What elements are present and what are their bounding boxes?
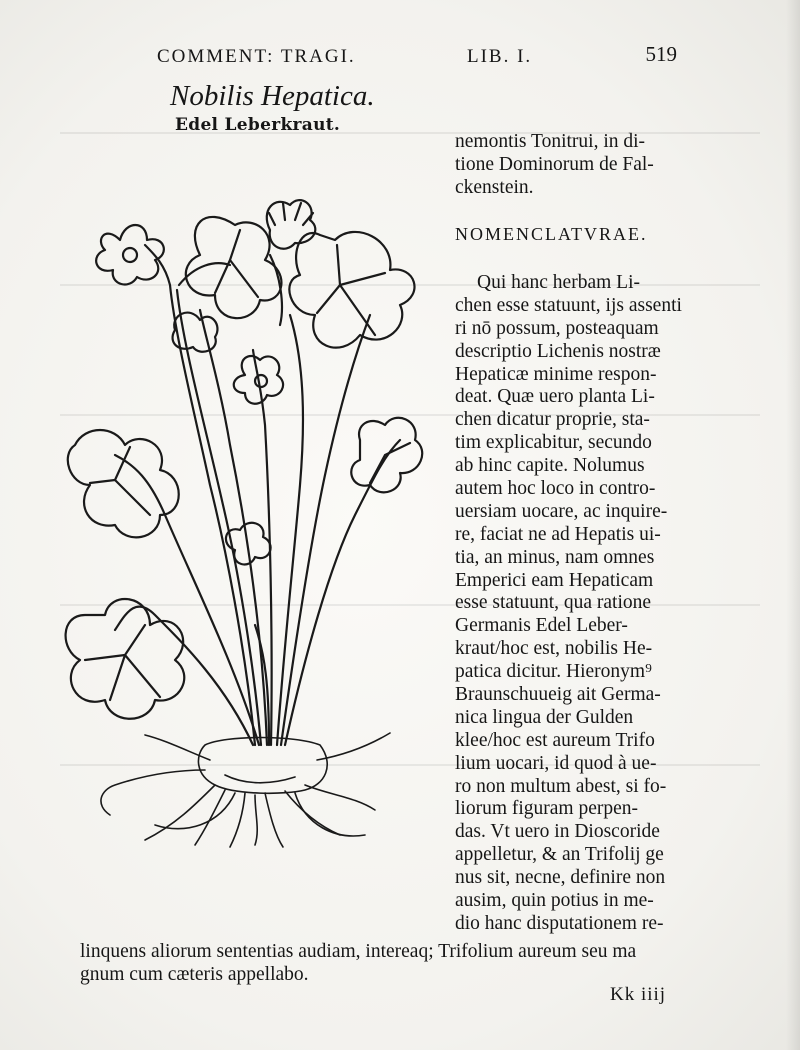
stems — [115, 245, 400, 745]
text-line: descriptio Lichenis nostræ — [455, 340, 661, 362]
text-line: esse statuunt, qua ratione — [455, 592, 652, 614]
text-line: kraut/hoc est, nobilis He- — [455, 638, 653, 660]
running-head-book: LIB. I. — [467, 46, 533, 67]
text-line: chen dicatur proprie, sta- — [455, 409, 650, 431]
text-line: ro non multum abest, si fo- — [455, 775, 667, 797]
text-line: chen esse statuunt, ijs assenti — [455, 294, 682, 316]
text-line: autem hoc loco in contro- — [455, 478, 656, 500]
text-line: ab hinc capite. Nolumus — [455, 455, 645, 477]
text-line: lium uocari, id quod à ue- — [455, 752, 657, 774]
text-line: tia, an minus, nam omnes — [455, 546, 655, 568]
text-line: ausim, quin potius in me- — [455, 890, 654, 912]
text-line: das. Vt uero in Dioscoride — [455, 821, 660, 843]
text-line: Hepaticæ minime respon- — [455, 363, 657, 385]
section-heading: NOMENCLATVRAE. — [455, 224, 648, 244]
leaves — [66, 217, 423, 719]
text-line: linquens aliorum sententias audiam, intereaq; Trifolium aureum seu ma — [80, 941, 637, 962]
text-line: uersiam uocare, ac inquire- — [455, 500, 668, 522]
text-line: Braunschuueig ait Germa- — [455, 684, 661, 706]
text-line: nus sit, necne, definire non — [455, 867, 666, 889]
text-line: Qui hanc herbam Li- — [477, 272, 640, 293]
page-edge-shadow — [786, 0, 800, 1050]
page-number: 519 — [645, 42, 677, 66]
plant-title: Nobilis Hepatica. — [170, 80, 375, 112]
text-line: klee/hoc est aureum Trifo — [455, 729, 655, 751]
text-line: patica dicitur. Hieronym⁹ — [455, 661, 652, 683]
text-line: dio hanc disputationem re- — [455, 912, 664, 934]
text-continuation — [455, 131, 700, 200]
text-line: tione Dominorum de Fal- — [455, 153, 654, 175]
text-line: tim explicabitur, secundo — [455, 432, 652, 454]
nomenclature-text — [455, 272, 700, 936]
running-head-left: COMMENT: TRAGI. — [157, 46, 356, 67]
plant-german-name: Edel Leberkraut. — [175, 115, 341, 135]
text-line: re, faciat ne ad Hepatis ui- — [455, 523, 661, 545]
roots — [101, 733, 390, 847]
closing-text — [80, 940, 700, 986]
signature-mark: Kk iiij — [610, 984, 667, 1005]
text-line: gnum cum cæteris appellabo. — [80, 964, 309, 985]
text-line: nica lingua der Gulden — [455, 706, 634, 728]
text-line: ckenstein. — [455, 176, 534, 198]
text-line: deat. Quæ uero planta Li- — [455, 386, 655, 408]
text-line: nemontis Tonitrui, in di- — [455, 131, 646, 152]
text-line: ri nō possum, posteaquam — [455, 317, 659, 339]
text-line: Germanis Edel Leber- — [455, 615, 628, 637]
text-line: Emperici eam Hepaticam — [455, 569, 654, 591]
text-line: liorum figuram perpen- — [455, 798, 639, 820]
hepatica-woodcut-illustration — [55, 185, 460, 850]
text-line: appelletur, & an Trifolij ge — [455, 844, 664, 866]
running-head — [157, 40, 677, 70]
